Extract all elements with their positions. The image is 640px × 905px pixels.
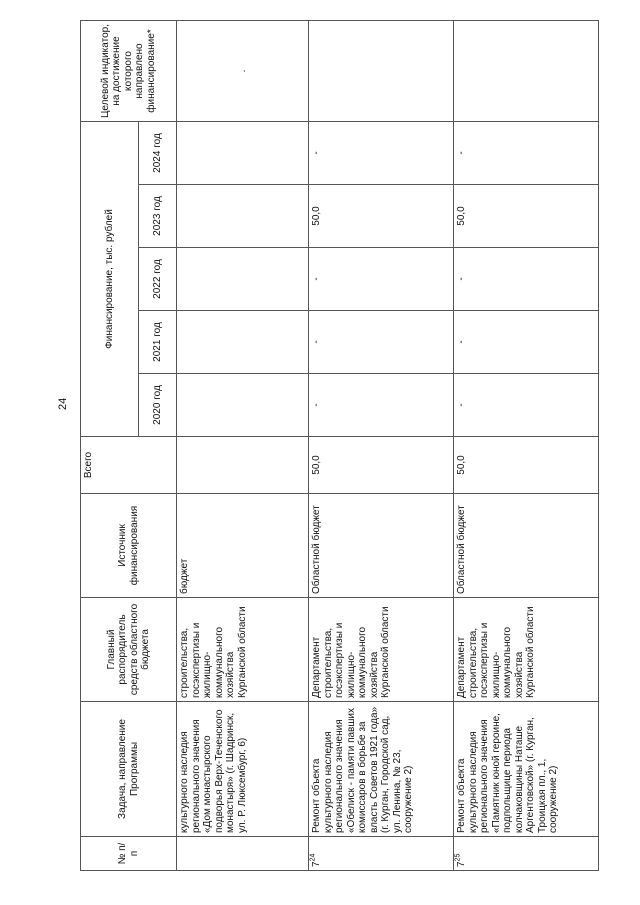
row-manager: строительства, госэкспертизы и жилищно-коммунального хозяйства Курганской области (177, 598, 309, 702)
row-target: . (177, 21, 309, 122)
row-num (177, 837, 309, 871)
header-total: Всего (81, 437, 177, 494)
row-year-2023: 50,0 (454, 185, 599, 248)
financing-table (80, 20, 599, 871)
row-task: Ремонт объекта культурного наследия регионального значения «Обелиск - памяти павших комиссаров в борьбе за власть Советов 1921 года» (г. Курган, Городской сад, ул. Ленина, № 23, сооружение 2) (309, 702, 454, 837)
row-task: культурного наследия регионального значения «Дом монастырского подворья Верх-Теченского монастыря» (г. Шадринск, ул. Р. Люксембург, 6) (177, 702, 309, 837)
header-year-2022: 2022 год (139, 248, 177, 311)
row-year-2021 (177, 311, 309, 374)
row-total: 50,0 (309, 437, 454, 494)
row-task: Ремонт объекта культурного наследия регионального значения «Памятник юной героине, подпольщице периода колчаковщины Наташе Аргентовской» (г. Курган, Троицкая пл., 1, сооружение 2) (454, 702, 599, 837)
header-year-2023: 2023 год (139, 185, 177, 248)
row-year-2020: - (309, 374, 454, 437)
header-manager: Главный распорядитель средств областного бюджета (81, 598, 177, 702)
header-year-2020: 2020 год (139, 374, 177, 437)
row-year-2023 (177, 185, 309, 248)
row-manager: Департамент строительства, госэкспертизы и жилищно-коммунального хозяйства Курганской области (454, 598, 599, 702)
row-target (454, 21, 599, 122)
header-year-2024: 2024 год (139, 122, 177, 185)
row-year-2021: - (309, 311, 454, 374)
row-year-2024 (177, 122, 309, 185)
row-source: Областной бюджет (309, 494, 454, 598)
row-manager: Департамент строительства, госэкспертизы и жилищно-коммунального хозяйства Курганской области (309, 598, 454, 702)
header-year-2021: 2021 год (139, 311, 177, 374)
row-year-2023: 50,0 (309, 185, 454, 248)
row-year-2022: - (454, 248, 599, 311)
table-row (309, 21, 454, 871)
header-financing: Финансирование, тыс. рублей (81, 122, 139, 437)
table-row (454, 21, 599, 871)
header-num: № п/п (81, 837, 177, 871)
row-total (177, 437, 309, 494)
header-target: Целевой индикатор, на достижение которого направлено финансирование* (81, 21, 177, 122)
row-year-2022: - (309, 248, 454, 311)
row-year-2024: - (309, 122, 454, 185)
row-target (309, 21, 454, 122)
header-source: Источник финансирования (81, 494, 177, 598)
row-num: $7^{25}$ (454, 837, 599, 871)
row-year-2022 (177, 248, 309, 311)
header-task: Задача, направление Программы (81, 702, 177, 837)
row-source: Областной бюджет (454, 494, 599, 598)
row-num: $7^{24}$ (309, 837, 454, 871)
row-year-2020: - (454, 374, 599, 437)
row-year-2024: - (454, 122, 599, 185)
row-source: бюджет (177, 494, 309, 598)
financing-table-rotated (80, 21, 580, 871)
table-row (177, 21, 309, 871)
row-total: 50,0 (454, 437, 599, 494)
row-year-2021: - (454, 311, 599, 374)
page-number: 24 (57, 397, 69, 410)
row-year-2020 (177, 374, 309, 437)
